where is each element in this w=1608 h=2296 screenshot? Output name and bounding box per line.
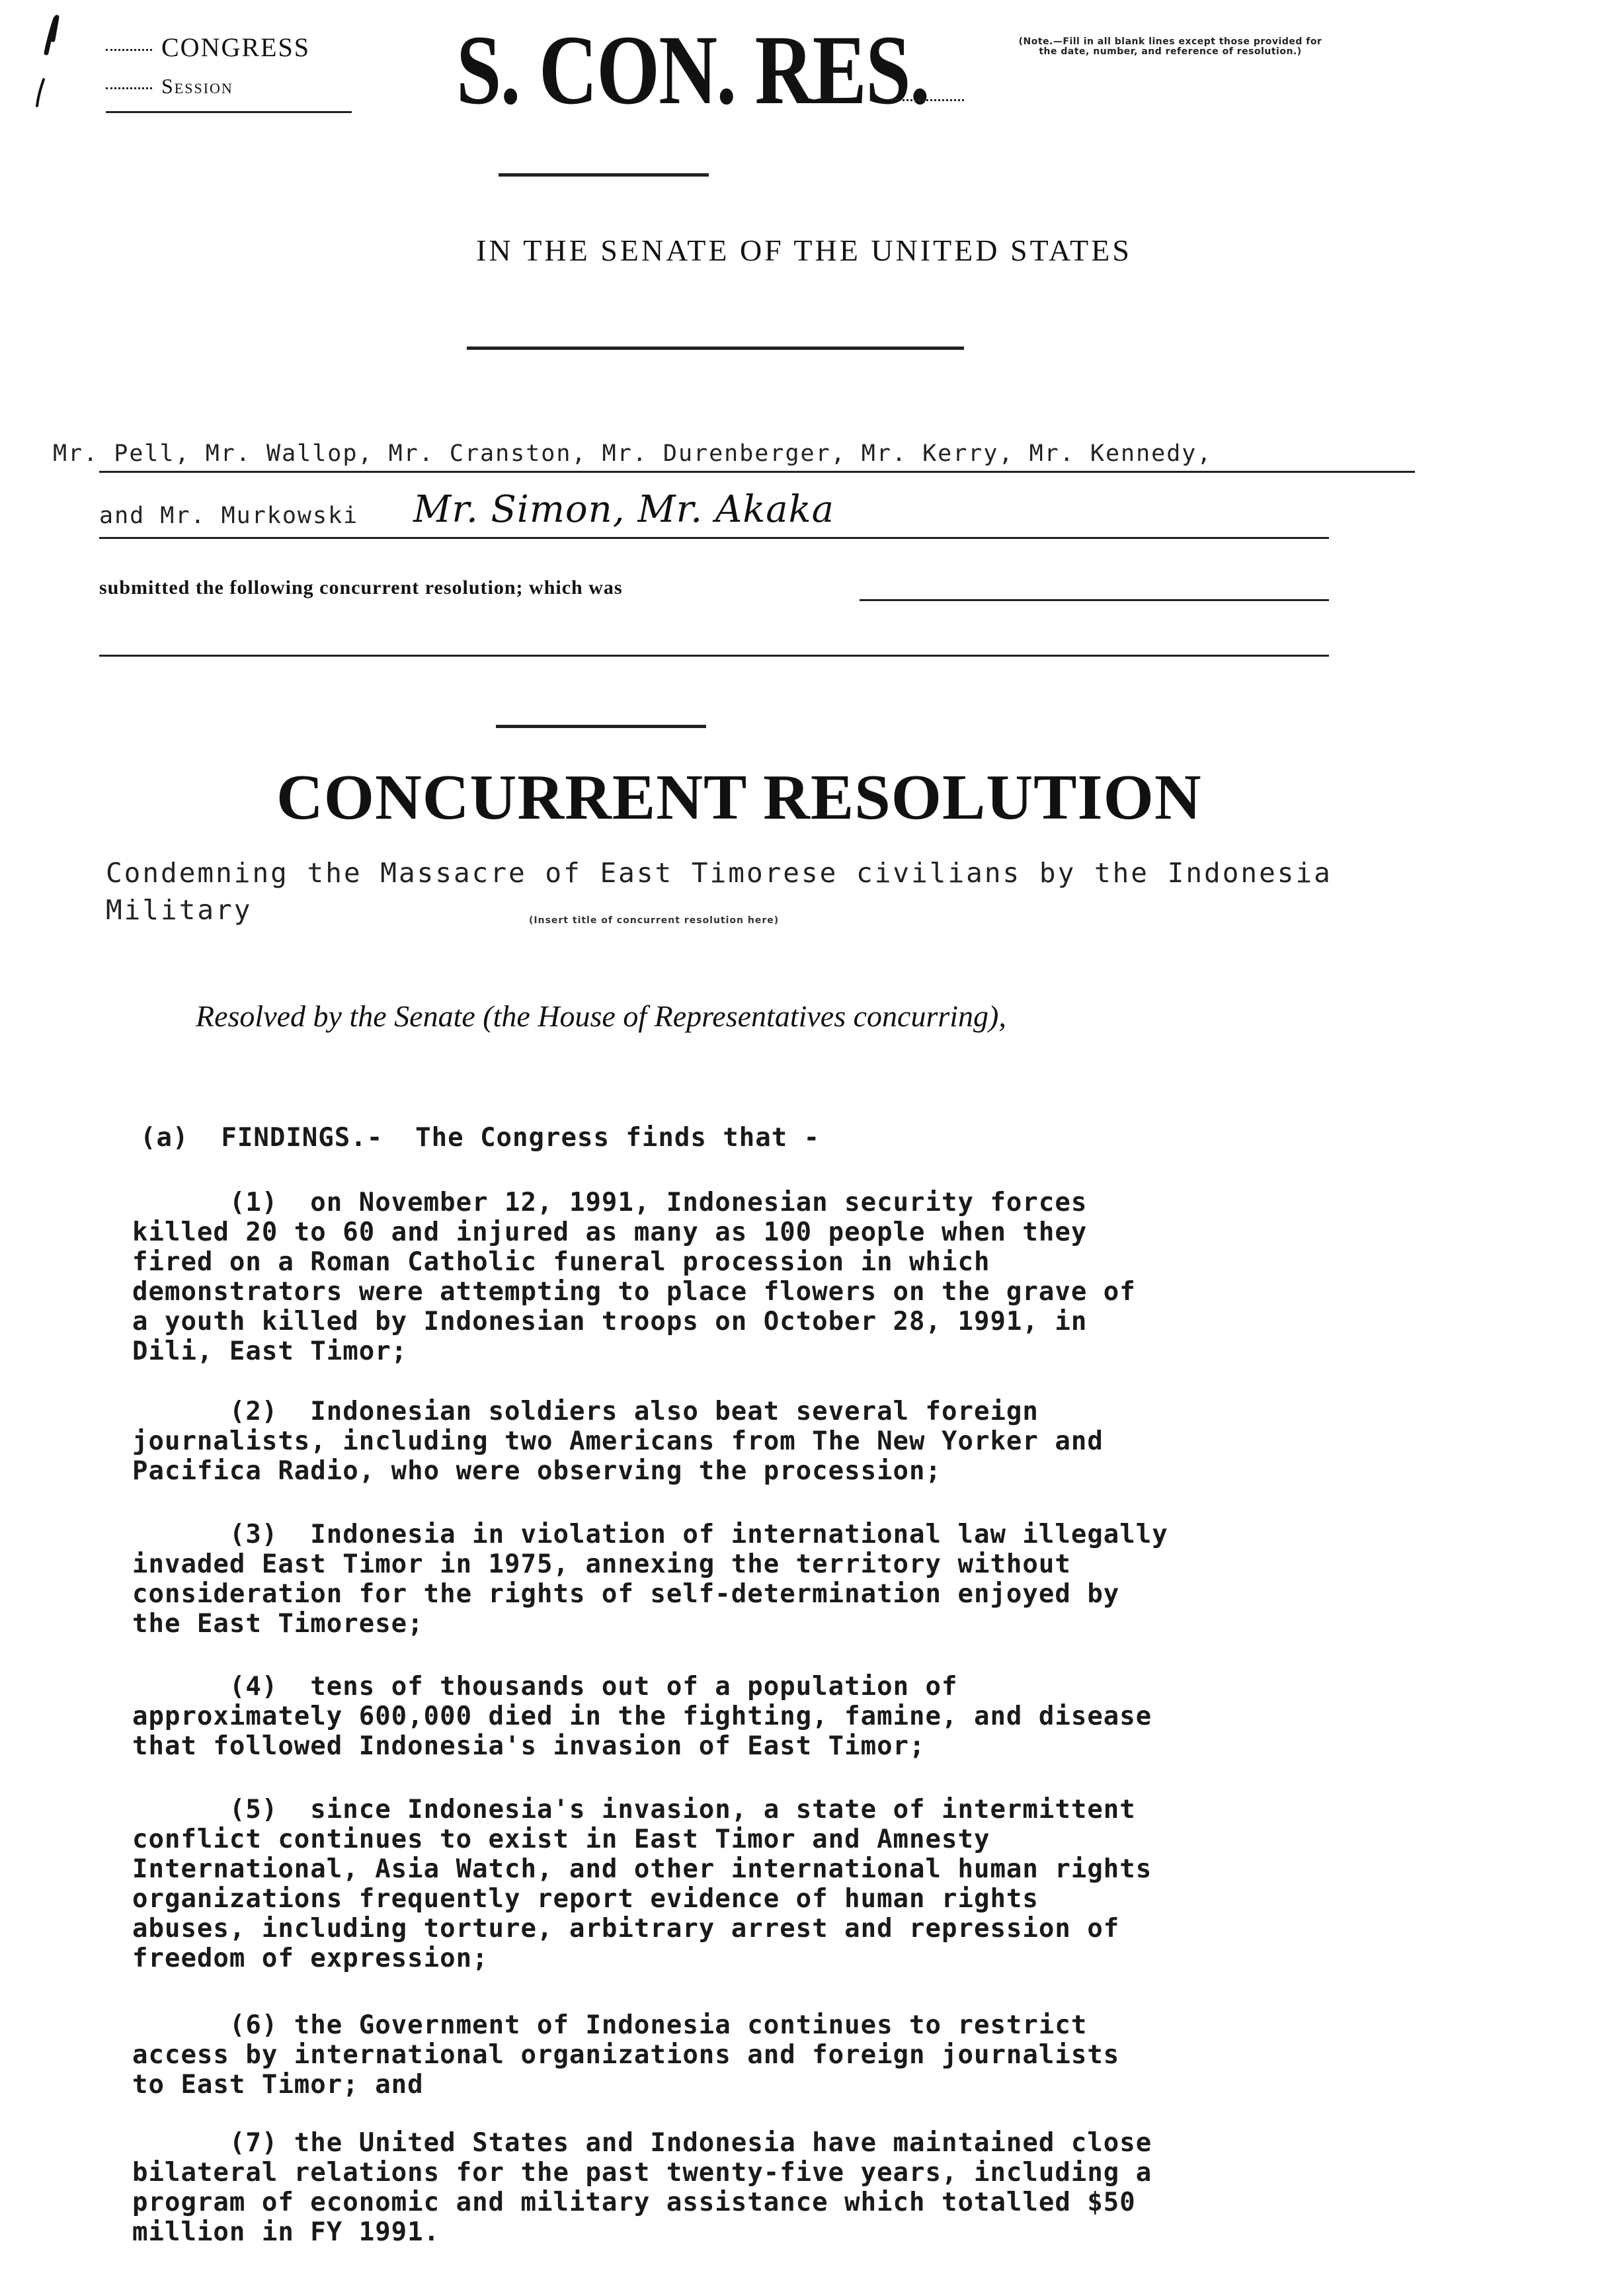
finding-item-5: (5) since Indonesia's invasion, a state of intermittent conflict continues to exist in East Timor and Amnesty International, Asia Watch, and other international human rights organizations frequently report evidence of human rights abuses, including torture, arbitrary arrest and repression of freedom of expression; bbox=[132, 1795, 1152, 1973]
title-divider bbox=[496, 725, 706, 728]
congress-label: CONGRESS bbox=[161, 32, 310, 62]
finding-item-2: (2) Indonesian soldiers also beat several foreign journalists, including two Americans from The New Yorker and Pacifica Radio, who were observing the procession; bbox=[132, 1397, 1104, 1486]
sponsors-line-2-typed: and Mr. Murkowski bbox=[99, 503, 359, 529]
finding-item-7: (7) the United States and Indonesia have maintained close bilateral relations for the past twenty-five years, including a program of economic and military assistance which totalled $50 million in FY 1991. bbox=[132, 2128, 1152, 2247]
congress-line bbox=[106, 32, 310, 63]
sponsors-underline-1 bbox=[99, 471, 1415, 473]
findings-heading: (a) FINDINGS.- The Congress finds that - bbox=[140, 1123, 821, 1153]
resolution-title: CONCURRENT RESOLUTION bbox=[276, 762, 1202, 833]
sponsors-line-1: Mr. Pell, Mr. Wallop, Mr. Cranston, Mr. Durenberger, Mr. Kerry, Mr. Kennedy, bbox=[53, 440, 1213, 467]
submitted-text: submitted the following concurrent resolution; which was bbox=[99, 577, 623, 598]
subject-instruction-note: (Insert title of concurrent resolution here) bbox=[529, 915, 780, 926]
session-underline bbox=[106, 111, 352, 113]
finding-item-3: (3) Indonesia in violation of international law illegally invaded East Timor in 1975, annexing the territory without consideration for the rights of self-determination enjoyed by the East Timorese; bbox=[132, 1520, 1168, 1639]
resolution-subject: Condemning the Massacre of East Timorese civilians by the Indonesia Military bbox=[106, 857, 1332, 926]
sponsors-underline-2 bbox=[99, 537, 1329, 539]
finding-item-4: (4) tens of thousands out of a population of approximately 600,000 died in the fighting, famine, and disease that followed Indonesia's invasion of East Timor; bbox=[132, 1672, 1152, 1761]
pen-mark-graphic bbox=[26, 13, 66, 112]
header-divider-1 bbox=[499, 173, 709, 177]
session-blank bbox=[106, 87, 152, 89]
instruction-note: (Note.—Fill in all blank lines except those provided for the date, number, and reference of resolution.) bbox=[1018, 36, 1322, 57]
session-label: Session bbox=[161, 74, 233, 98]
header-divider-2 bbox=[467, 347, 964, 350]
session-line bbox=[106, 74, 233, 99]
chamber-line: IN THE SENATE OF THE UNITED STATES bbox=[476, 233, 1132, 267]
bill-number-blank bbox=[891, 99, 964, 101]
congress-blank bbox=[106, 49, 152, 51]
bill-type-title: S. CON. RES. bbox=[456, 15, 930, 125]
resolved-clause: Resolved by the Senate (the House of Representatives concurring), bbox=[196, 999, 1006, 1033]
finding-item-1: (1) on November 12, 1991, Indonesian security forces killed 20 to 60 and injured as many as 100 people when they fired on a Roman Catholic funeral procession in which demonstrators were attempting to place flowers on the grave of a youth killed by Indonesian troops on October 28, 1991, in Dili, East Timor; bbox=[132, 1188, 1136, 1366]
sponsors-handwritten-additions: Mr. Simon, Mr. Akaka bbox=[413, 488, 834, 531]
finding-item-6: (6) the Government of Indonesia continues to restrict access by international organizations and foreign journalists to East Timor; and bbox=[132, 2010, 1120, 2100]
extra-blank-line bbox=[99, 655, 1329, 657]
submitted-blank-line bbox=[860, 599, 1329, 601]
